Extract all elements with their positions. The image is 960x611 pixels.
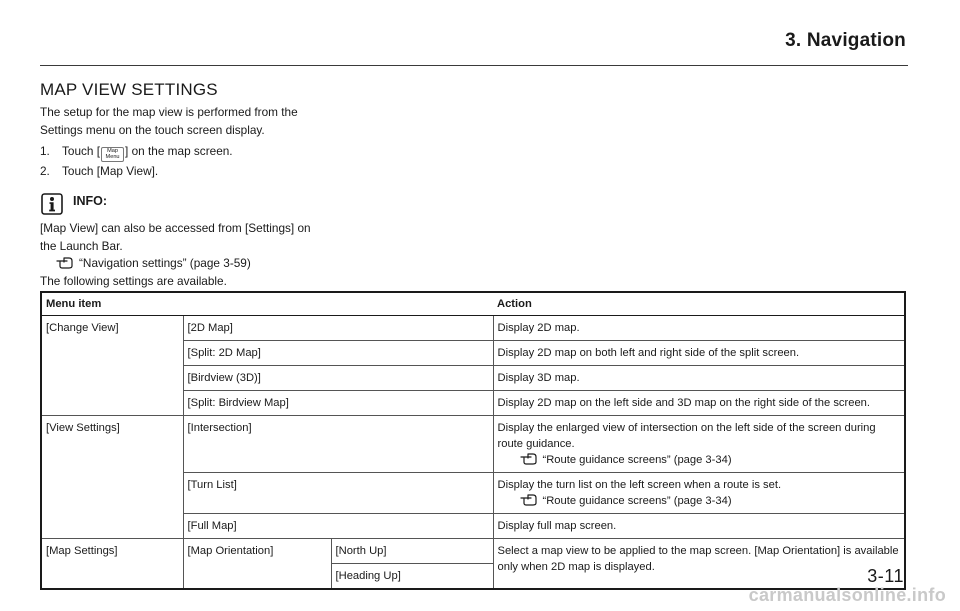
intersection-reference[interactable] xyxy=(498,452,901,468)
table-header-row xyxy=(41,292,905,316)
action-2d-map: Display 2D map. xyxy=(493,316,905,341)
action-turn-list xyxy=(493,473,905,514)
step-text-before: Touch [ xyxy=(62,144,101,158)
menu-view-settings: [View Settings] xyxy=(41,416,183,539)
item-heading-up: [Heading Up] xyxy=(331,564,493,590)
action-map-orientation: Select a map view to be applied to the map screen. [Map Orientation] is available only when 2D map is displayed. xyxy=(493,539,905,590)
step-number: 2. xyxy=(40,164,50,178)
pointing-hand-icon xyxy=(56,256,75,270)
intro-paragraph: The setup for the map view is performed from the Settings menu on the touch screen display. xyxy=(40,105,298,137)
step-1 xyxy=(40,142,233,162)
info-icon xyxy=(41,193,63,215)
item-2d-map: [2D Map] xyxy=(183,316,493,341)
action-full-map: Display full map screen. xyxy=(493,514,905,539)
intersection-reference-text: “Route guidance screens” (page 3-34) xyxy=(542,454,732,466)
header-divider xyxy=(40,65,908,66)
map-menu-icon-top: Map xyxy=(107,148,118,154)
item-north-up: [North Up] xyxy=(331,539,493,564)
action-split-2d-map: Display 2D map on both left and right side of the split screen. xyxy=(493,341,905,366)
header-action: Action xyxy=(493,292,905,316)
header-menu-item: Menu item xyxy=(41,292,493,316)
info-label: INFO: xyxy=(73,194,108,208)
table-row xyxy=(41,416,905,473)
action-intersection-text: Display the enlarged view of intersection on the left side of the screen during route guidance. xyxy=(497,422,876,450)
item-full-map: [Full Map] xyxy=(183,514,493,539)
action-turn-list-text: Display the turn list on the left screen when a route is set. xyxy=(497,479,782,491)
pointing-hand-icon xyxy=(520,452,539,466)
step-2 xyxy=(40,162,158,180)
info-reference-text: “Navigation settings” (page 3-59) xyxy=(79,256,251,270)
map-menu-icon-bottom: Menu xyxy=(105,154,120,160)
turn-list-reference[interactable] xyxy=(498,493,901,509)
menu-change-view: [Change View] xyxy=(41,316,183,416)
step-text: Touch [Map View]. xyxy=(62,164,159,178)
item-birdview: [Birdview (3D)] xyxy=(183,366,493,391)
turn-list-reference-text: “Route guidance screens” (page 3-34) xyxy=(542,495,732,507)
settings-table xyxy=(40,291,906,590)
action-split-birdview: Display 2D map on the left side and 3D map on the right side of the screen. xyxy=(493,391,905,416)
action-birdview: Display 3D map. xyxy=(493,366,905,391)
step-number: 1. xyxy=(40,144,50,158)
item-map-orientation: [Map Orientation] xyxy=(183,539,331,590)
item-split-2d-map: [Split: 2D Map] xyxy=(183,341,493,366)
info-reference[interactable] xyxy=(56,254,251,272)
item-intersection: [Intersection] xyxy=(183,416,493,473)
section-title: MAP VIEW SETTINGS xyxy=(40,80,218,99)
step-text-after: ] on the map screen. xyxy=(125,144,233,158)
page-number: 3-11 xyxy=(867,566,904,586)
menu-map-settings: [Map Settings] xyxy=(46,545,118,557)
following-text: The following settings are available. xyxy=(40,274,227,288)
table-row xyxy=(41,539,905,564)
info-text: [Map View] can also be accessed from [Settings] on the Launch Bar. xyxy=(40,221,311,253)
item-split-birdview: [Split: Birdview Map] xyxy=(183,391,493,416)
chapter-title: 3. Navigation xyxy=(785,30,906,51)
item-turn-list: [Turn List] xyxy=(183,473,493,514)
table-row xyxy=(41,316,905,341)
map-menu-icon xyxy=(101,147,124,162)
pointing-hand-icon xyxy=(520,493,539,507)
watermark: carmanualsonline.info xyxy=(748,585,946,605)
action-intersection xyxy=(493,416,905,473)
